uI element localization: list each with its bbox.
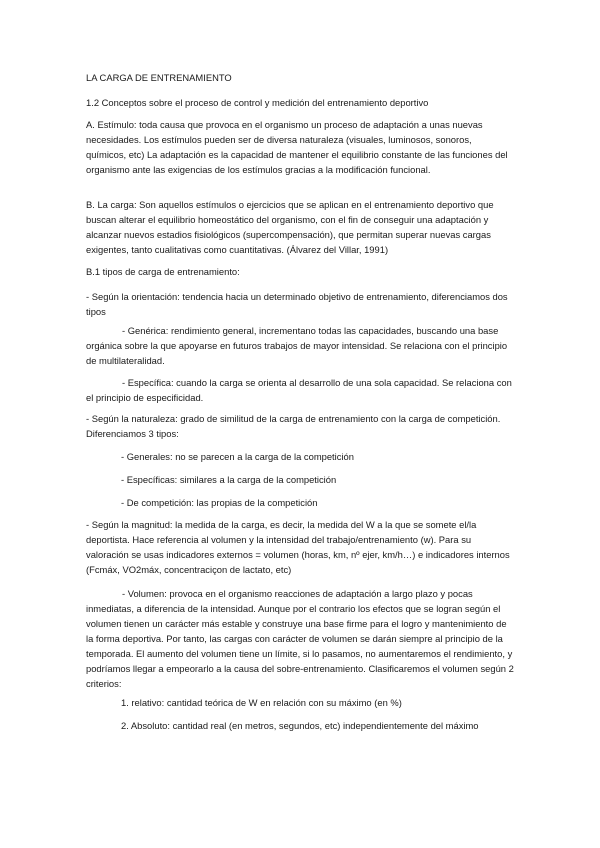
paragraph-carga: B. La carga: Son aquellos estímulos o ejercicios que se aplican en el entrenamiento deportivo que buscan alterar el equilibrio homeostático del organismo, con el fin de conseguir una adaptación y alcanzar nuevos estadios fisiológicos (supercompensación), que permitan superar nuevas cargas exigentes, tanto cualitativas como cuantitativas. (Álvarez del Villar, 1991) <box>86 199 494 255</box>
subheading-tipos-carga: B.1 tipos de carga de entrenamiento: <box>86 266 240 277</box>
item-especificas: - Específicas: similares a la carga de la competición <box>121 474 337 485</box>
item-naturaleza: - Según la naturaleza: grado de similitud de la carga de entrenamiento con la carga de competición. Diferenciamos 3 tipos: <box>86 413 501 439</box>
item-especifica: - Específica: cuando la carga se orienta al desarrollo de una sola capacidad. Se relaciona con el principio de especificidad. <box>86 377 512 403</box>
item-generales: - Generales: no se parecen a la carga de la competición <box>121 451 354 462</box>
item-generica: - Genérica: rendimiento general, incrementano todas las capacidades, buscando una base orgánica sobre la que apoyarse en futuros trabajos de mayor intensidad. Se relaciona con el principio de multilateralidad. <box>86 325 508 366</box>
paragraph-estimulo: A. Estímulo: toda causa que provoca en el organismo un proceso de adaptación a unas nuevas necesidades. Los estímulos pueden ser de diversa naturaleza (visuales, luminosos, sonoros, químicos, etc) La adaptación es la capacidad de mantener el equilibrio constante de las funciones del organismo ante las exigencias de los estímulos gracias a la modificación funcional. <box>86 119 508 175</box>
document-title: LA CARGA DE ENTRENAMIENTO <box>86 72 232 83</box>
item-magnitud: - Según la magnitud: la medida de la carga, es decir, la medida del W a la que se somete el/la deportista. Hace referencia al volumen y la intensidad del trabajo/entrenamiento (w). Para su valoración se usas indicadores externos = volumen (horas, km, nº ejer, km/h…) e indicadores internos (Fcmáx, VO2máx, concentraciçon de lactato, etc) <box>86 519 510 575</box>
item-volumen: - Volumen: provoca en el organismo reacciones de adaptación a largo plazo y pocas inmediatas, a diferencia de la intensidad. Aunque por el contrario los efectos que se logran según el volumen tienen un carácter más estable y construye una base firme para el logro y mantenimiento de la forma deportiva. Por tanto, las cargas con carácter de volumen se darán siempre al principio de la temporada. El aumento del volumen tiene un límite, si lo pasamos, no aumentaremos el rendimiento, y podríamos llegar a empeorarlo a la causa del sobre-entrenamiento. Clasificaremos el volumen según 2 criterios: <box>86 588 514 689</box>
item-orientacion: - Según la orientación: tendencia hacia un determinado objetivo de entrenamiento, diferenciamos dos tipos <box>86 291 508 317</box>
item-de-competicion: - De competición: las propias de la competición <box>121 497 318 508</box>
criterio-relativo: 1. relativo: cantidad teórica de W en relación con su máximo (en %) <box>121 697 402 708</box>
section-heading: 1.2 Conceptos sobre el proceso de control y medición del entrenamiento deportivo <box>86 97 429 108</box>
criterio-absoluto: 2. Absoluto: cantidad real (en metros, segundos, etc) independientemente del máximo <box>121 720 479 731</box>
